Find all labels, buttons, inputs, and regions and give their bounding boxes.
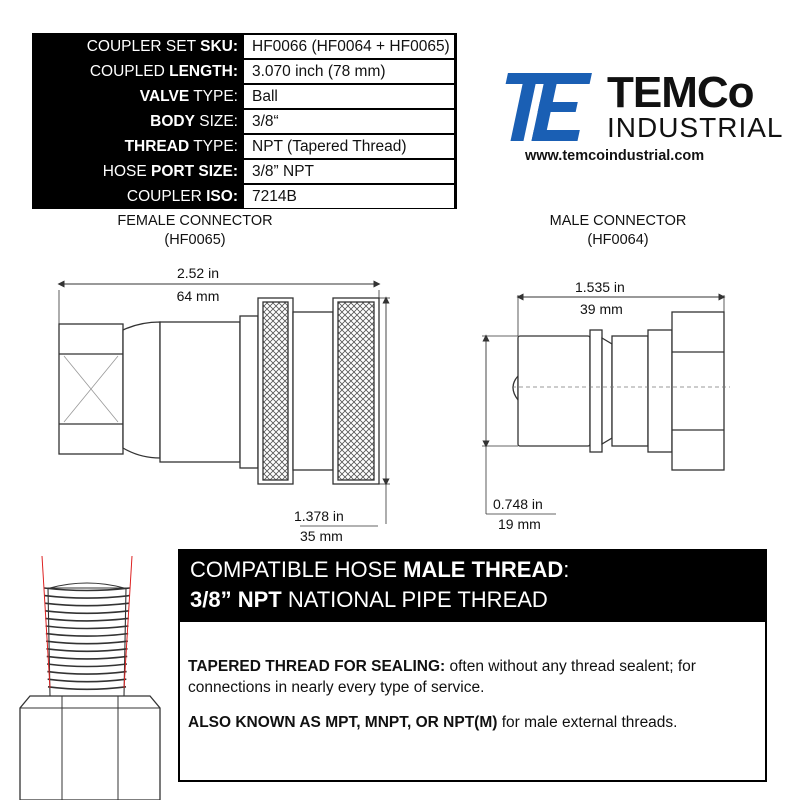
female-connector-title: FEMALE CONNECTOR (117, 213, 273, 229)
spec-value: Ball (244, 85, 454, 108)
spec-label: BODY SIZE: (150, 113, 238, 130)
male-diameter-in: 0.748 in (493, 496, 543, 512)
spec-value: HF0066 (HF0064 + HF0065) (244, 35, 454, 58)
npt-thread-illustration (0, 548, 172, 800)
spec-label: COUPLER SET SKU: (86, 38, 238, 55)
spec-value: 3.070 inch (78 mm) (244, 60, 454, 83)
male-hex (672, 312, 724, 470)
male-connector-part: (HF0064) (587, 232, 649, 248)
male-ball-tip (513, 376, 518, 400)
male-length-mm: 39 mm (580, 301, 623, 317)
banner-line-1: COMPATIBLE HOSE MALE THREAD: (190, 557, 570, 582)
female-diameter-in: 1.378 in (294, 508, 344, 524)
logo-subtitle: INDUSTRIAL (607, 112, 784, 143)
female-sleeve (160, 322, 240, 462)
female-length-mm: 64 mm (176, 288, 220, 304)
tapered-thread-paragraph: TAPERED THREAD FOR SEALING: often without any thread sealent; for connections in nearly every type of service. (188, 658, 696, 696)
thread-info-box (178, 620, 767, 782)
female-connector-part: (HF0065) (164, 232, 226, 248)
website-url[interactable]: www.temcoindustrial.com (525, 148, 705, 164)
spec-label: THREAD TYPE: (124, 138, 238, 155)
thread-banner (178, 549, 767, 620)
female-length-in: 2.52 in (176, 265, 220, 281)
also-known-as-paragraph: ALSO KNOWN AS MPT, MNPT, OR NPT(M) for male external threads. (188, 714, 678, 731)
spec-value: 3/8” NPT (244, 160, 454, 183)
spec-value: 7214B (244, 185, 454, 208)
spec-label: COUPLED LENGTH: (89, 63, 238, 80)
spec-label: HOSE PORT SIZE: (102, 163, 238, 180)
male-connector-title: MALE CONNECTOR (549, 213, 687, 229)
male-connector-drawing (482, 295, 730, 514)
spec-value: 3/8“ (244, 110, 454, 133)
spec-label: COUPLER ISO: (126, 188, 238, 205)
male-length-in: 1.535 in (575, 279, 625, 295)
female-diameter-mm: 35 mm (300, 528, 343, 544)
male-diameter-mm: 19 mm (498, 516, 541, 532)
spec-value: NPT (Tapered Thread) (244, 135, 454, 158)
spec-label: VALVE TYPE: (139, 88, 238, 105)
male-nose (518, 336, 590, 446)
female-connector-drawing (59, 284, 390, 526)
logo-name: TEMCo (607, 68, 754, 117)
banner-line-2: 3/8” NPT NATIONAL PIPE THREAD (190, 587, 548, 612)
